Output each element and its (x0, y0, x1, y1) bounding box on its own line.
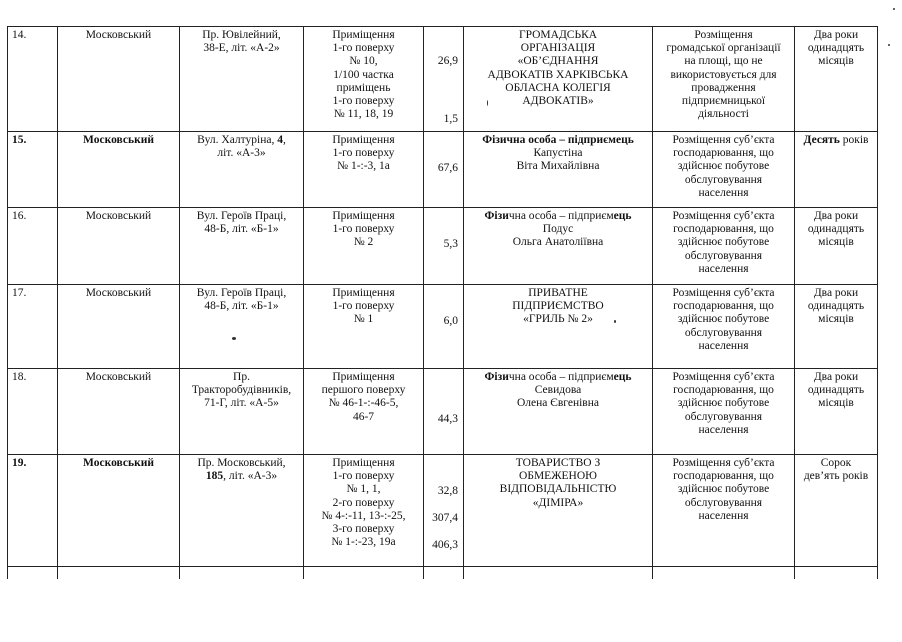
area-value: 406,3 (432, 539, 458, 551)
tenant-type: Фізи (484, 210, 509, 222)
purpose-cell: Розміщення суб’єкта господарювання, що здійснює побутове обслуговування населення (653, 455, 795, 567)
area-value: 26,9 (437, 55, 458, 67)
tenant-cell (464, 132, 653, 208)
row-number: 15. (8, 132, 58, 208)
table-row (8, 27, 878, 132)
address-cell: Вул. Героїв Праці, 48-Б, літ. «Б-1» (180, 208, 304, 285)
tenant-type: Фізи (484, 371, 509, 383)
tenant-name: Подус Ольга Анатоліївна (512, 223, 604, 249)
tenant-type: чна особа – підприєм (508, 210, 614, 222)
district-cell: Московський (58, 27, 180, 132)
purpose-cell: Розміщення суб’єкта господарювання, що здійснює побутове обслуговування населення (653, 132, 795, 208)
purpose-cell: Розміщення суб’єкта господарювання, що здійснює побутове обслуговування населення (653, 208, 795, 285)
premises-cell: Приміщення 1-го поверху № 2 (304, 208, 424, 285)
row-number: 19. (8, 455, 58, 567)
term-cell: Два роки одинадцять місяців (795, 27, 878, 132)
tail-cell (424, 567, 464, 580)
premises-cell: Приміщення 1-го поверху № 1-:-3, 1а (304, 132, 424, 208)
tail-cell (58, 567, 180, 580)
address-cell: Вул. Героїв Праці, 48-Б, літ. «Б-1» (180, 285, 304, 369)
premises-cell: Приміщення 1-го поверху № 10, 1/100 частка приміщень 1-го поверху № 11, 18, 19 (304, 27, 424, 132)
area-cell (424, 455, 464, 567)
scan-speck (487, 100, 488, 106)
purpose-cell: Розміщення громадської організації на площі, що не використовується для провадження підприємницької діяльності (653, 27, 795, 132)
table-tail-row (8, 567, 878, 580)
tail-cell (304, 567, 424, 580)
address-cell (180, 132, 304, 208)
tail-cell (653, 567, 795, 580)
address-text: Пр. Московський, (197, 457, 286, 469)
tail-cell (8, 567, 58, 580)
row-number: 14. (8, 27, 58, 132)
row-number: 16. (8, 208, 58, 285)
district-cell: Московський (58, 132, 180, 208)
area-value: 307,4 (432, 512, 458, 524)
address-number: 185 (205, 470, 224, 483)
term-cell: Два роки одинадцять місяців (795, 369, 878, 455)
address-text: , літ. «А-3» (223, 470, 278, 483)
tenant-name: Севидова Олена Євгенівна (516, 384, 599, 410)
term-cell: Сорок дев’ять років (795, 455, 878, 567)
term-cell: Два роки одинадцять місяців (795, 208, 878, 285)
lease-table (7, 26, 878, 579)
row-number: 17. (8, 285, 58, 369)
tenant-cell (464, 208, 653, 285)
premises-cell: Приміщення 1-го поверху № 1 (304, 285, 424, 369)
area-value: 32,8 (437, 485, 458, 497)
area-cell (424, 369, 464, 455)
tail-cell (795, 567, 878, 580)
area-value: 1,5 (443, 113, 458, 125)
scan-speck (893, 8, 895, 10)
purpose-cell: Розміщення суб’єкта господарювання, що здійснює побутове обслуговування населення (653, 369, 795, 455)
table-row (8, 369, 878, 455)
table-row (8, 285, 878, 369)
row-number: 18. (8, 369, 58, 455)
tenant-type: ець (613, 210, 632, 222)
area-value: 44,3 (437, 413, 458, 425)
term-text: років (839, 134, 869, 146)
table-row (8, 208, 878, 285)
tenant-type: чна особа – підприєм (508, 371, 614, 383)
address-number: 4 (277, 134, 283, 146)
district-cell: Московський (58, 369, 180, 455)
tenant-cell: ТОВАРИСТВО З ОБМЕЖЕНОЮ ВІДПОВІДАЛЬНІСТЮ «ДІМІРА» (464, 455, 653, 567)
premises-cell: Приміщення першого поверху № 46-1-:-46-5, 46-7 (304, 369, 424, 455)
area-value: 5,3 (443, 238, 458, 250)
tenant-type: Фізична особа – підприємець (482, 134, 634, 146)
scan-speck (614, 320, 616, 323)
tenant-cell: ГРОМАДСЬКА ОРГАНІЗАЦІЯ «ОБ’ЄДНАННЯ АДВОКАТІВ ХАРКІВСЬКА ОБЛАСНА КОЛЕГІЯ АДВОКАТІВ» (464, 27, 653, 132)
table-row (8, 132, 878, 208)
purpose-cell: Розміщення суб’єкта господарювання, що здійснює побутове обслуговування населення (653, 285, 795, 369)
tenant-name: Капустіна Віта Михайлівна (516, 147, 600, 173)
premises-cell: Приміщення 1-го поверху № 1, 1, 2-го поверху № 4-:-11, 13-:-25, 3-го поверху № 1-:-23, 19а (304, 455, 424, 567)
scan-speck (888, 44, 890, 46)
area-value: 6,0 (443, 315, 458, 327)
area-cell (424, 27, 464, 132)
district-cell: Московський (58, 285, 180, 369)
tail-cell (464, 567, 653, 580)
area-cell (424, 285, 464, 369)
scan-speck (232, 337, 236, 340)
area-cell (424, 132, 464, 208)
tenant-cell (464, 369, 653, 455)
district-cell: Московський (58, 208, 180, 285)
tail-cell (180, 567, 304, 580)
address-cell (180, 455, 304, 567)
table-row (8, 455, 878, 567)
term-bold: Десять (803, 134, 840, 146)
area-value: 67,6 (437, 162, 458, 174)
term-cell: Два роки одинадцять місяців (795, 285, 878, 369)
tenant-type: ець (613, 371, 632, 383)
address-cell: Пр. Тракторобудівників, 71-Г, літ. «А-5» (180, 369, 304, 455)
address-text: Вул. Халтуріна, (197, 134, 278, 146)
tenant-cell: ПРИВАТНЕ ПІДПРИЄМСТВО «ГРИЛЬ № 2» (464, 285, 653, 369)
address-text: , літ. «А-3» (217, 134, 286, 160)
district-cell: Московський (58, 455, 180, 567)
area-cell (424, 208, 464, 285)
address-cell: Пр. Ювілейний, 38-Е, літ. «А-2» (180, 27, 304, 132)
term-cell (795, 132, 878, 208)
